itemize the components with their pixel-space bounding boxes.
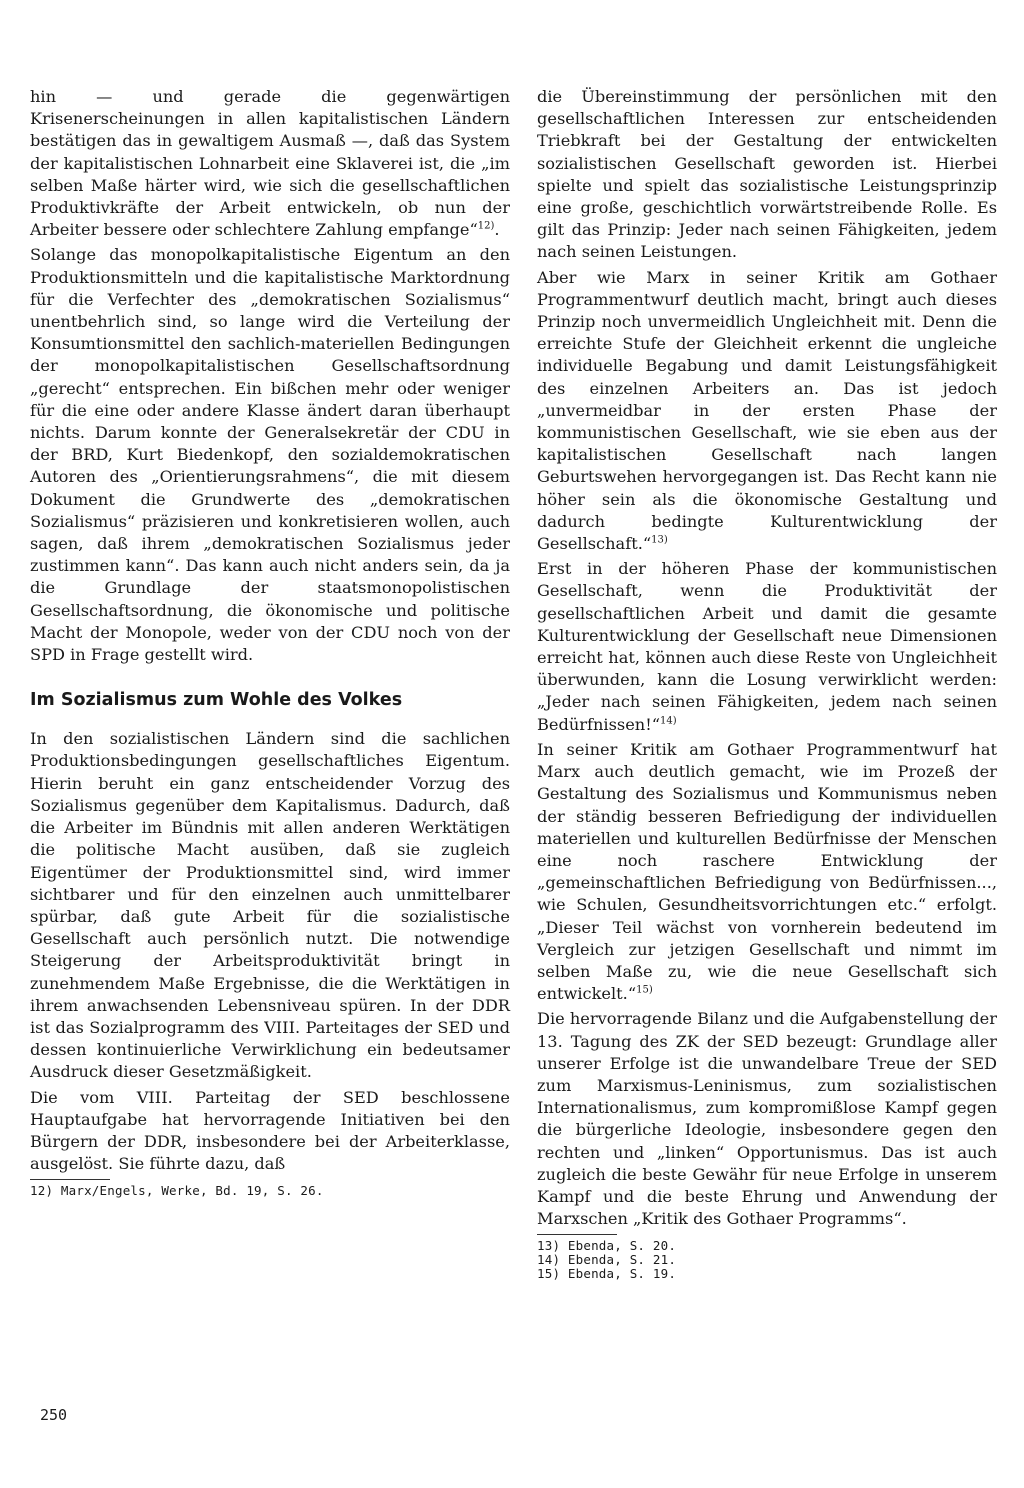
paragraph: In den sozialistischen Ländern sind die sachlichen Produktionsbedingungen gesellschaftliches Eigentum. Hierin beruht ein ganz entscheidender Vorzug des Sozialismus gegenüber dem Kapitalismus. Dadurch, daß die Arbeiter im Bündnis mit allen anderen Werktätigen die politische Macht ausüben, daß sie zugleich Eigentümer der Produktionsmittel sind, wird immer sichtbarer und für den einzelnen auch unmittelbarer spürbar, daß gute Arbeit für die sozialistische Gesellschaft auch persönlich nutzt. Die notwendige Steigerung der Arbeitsproduktivität bringt in zunehmendem Maße Ergebnisse, die die Werktätigen in ihrem anwachsenden Lebensniveau spüren. In der DDR ist das Sozialprogramm des VIII. Parteitages der SED und dessen kontinuierliche Verwirklichung ein bedeutsamer Ausdruck dieser Gesetzmäßigkeit.: [30, 729, 510, 1082]
footnote: 13) Ebenda, S. 20.: [537, 1238, 677, 1254]
paragraph: [30, 86, 510, 241]
paragraph: Die hervorragende Bilanz und die Aufgabenstellung der 13. Tagung des ZK der SED bezeugt: Grundlage aller unserer Erfolge ist die unwandelbare Treue der SED zum Marxismus-Leninismus, zum sozialistischen Internationalismus, zum kompromißlose Kampf gegen die bürgerliche Ideologie, insbesondere gegen den rechten und „linken“ Opportunismus. Das ist auch zugleich die beste Gewähr für neue Erfolge in unserem Kampf und die beste Ehrung und Anwendung der Marxschen „Kritik des Gothaer Programms“.: [537, 1009, 997, 1229]
paragraph: Die vom VIII. Parteitag der SED beschlossene Hauptaufgabe hat hervorragende Initiativen bei den Bürgern der DDR, insbesondere bei der Arbeiterklasse, ausgelöst. Sie führte dazu, daß: [30, 1087, 510, 1174]
footnote-ref: 14): [660, 715, 677, 727]
column-gutter: [521, 86, 522, 1376]
paragraph: [537, 739, 997, 1005]
footnote-divider: [30, 1179, 110, 1180]
footnote: 14) Ebenda, S. 21.: [537, 1252, 677, 1268]
paragraph-text: Aber wie Marx in seiner Kritik am Gothaer Programmentwurf deutlich macht, bringt auch dieses Prinzip noch unvermeidlich Ungleichheit mit. Denn die erreichte Stufe der Gleichheit erkennt die ungleiche individuelle Begabung und damit Leistungsfähigkeit des einzelnen Arbeiters an. Das ist jedoch „unvermeidbar in der ersten Phase der kommunistischen Gesellschaft, wie sie eben aus der kapitalistischen Gesellschaft nach langen Geburtswehen hervorgegangen ist. Das Recht kann nie höher sein als die ökonomische Gestaltung und dadurch bedingte Kulturentwicklung der Gesellschaft.“: [537, 267, 997, 554]
paragraph: die Übereinstimmung der persönlichen mit den gesellschaftlichen Interessen zur entscheidenden Triebkraft bei der Gestaltung der entwickelten sozialistischen Gesellschaft geworden ist. Hierbei spielte und spielt das sozialistische Leistungsprinzip eine große, geschichtlich vorwärtstreibende Rolle. Es gilt das Prinzip: Jeder nach seinen Fähigkeiten, jedem nach seinen Leistungen.: [537, 87, 997, 262]
footnote: 12) Marx/Engels, Werke, Bd. 19, S. 26.: [30, 1183, 324, 1199]
paragraph: [537, 267, 997, 556]
footnote: 15) Ebenda, S. 19.: [537, 1266, 677, 1282]
paragraph-text: Erst in der höheren Phase der kommunistischen Gesellschaft, wenn die Produktivität der gesellschaftlichen Arbeit und damit die gesamte Kulturentwicklung der Gesellschaft neue Dimensionen erreicht hat, können auch diese Reste von Ungleichheit überwunden, kann die Losung verwirklicht werden: „Jeder nach seinen Fähigkeiten, jedem nach seinen Bedürfnissen!“: [537, 559, 997, 734]
section-heading: Im Sozialismus zum Wohle des Volkes: [30, 690, 403, 711]
paragraph-text: In seiner Kritik am Gothaer Programmentwurf hat Marx auch deutlich gemacht, wie im Prozeß der Gestaltung des Sozialismus und Kommunismus neben der ständig besseren Befriedigung der individuellen materiellen und kulturellen Bedürfnisse der Menschen eine noch raschere Entwicklung der „gemeinschaftlichen Befriedigung von Bedürfnissen..., wie Schulen, Gesundheitsvorrichtungen etc.“ erfolgt. „Dieser Teil wächst von vornherein bedeutend im Vergleich zur jetzigen Gesellschaft und nimmt im selben Maße zu, wie die neue Gesellschaft sich entwickelt.“: [537, 739, 997, 1004]
paragraph: Solange das monopolkapitalistische Eigentum an den Produktionsmitteln und die kapitalistische Marktordnung für die Verfechter des „demokratischen Sozialismus“ unentbehrlich sind, so lange wird die Verteilung der Konsumtionsmittel den sachlich-materiellen Bedingungen der monopolkapitalistischen Gesellschaftsordnung „gerecht“ entsprechen. Ein bißchen mehr oder weniger für die eine oder andere Klasse ändert daran überhaupt nichts. Darum konnte der Generalsekretär der CDU in der BRD, Kurt Biedenkopf, den sozialdemokratischen Autoren des „Orientierungsrahmens“, die mit diesem Dokument die Grundwerte des „demokratischen Sozialismus“ präzisieren und konkretisieren wollen, auch sagen, daß ihrem „demokratischen Sozialismus jeder zustimmen kann“. Das kann auch nicht anders sein, da ja die Grundlage der staatsmonopolistischen Gesellschaftsordnung, die ökonomische und politische Macht der Monopole, weder von der CDU noch von der SPD in Frage gestellt wird.: [30, 245, 510, 665]
paragraph-text: .: [494, 220, 500, 240]
right-column: [537, 86, 997, 1281]
footnote-ref: 15): [636, 984, 653, 996]
footnote-divider: [537, 1234, 617, 1235]
paragraph-text: hin — und gerade die gegenwärtigen Krisenerscheinungen in allen kapitalistischen Ländern bestätigen das in gewaltigem Ausmaß —, daß das System der kapitalistischen Lohnarbeit eine Sklaverei ist, die „im selben Maße härter wird, wie sich die gesellschaftlichen Produktivkräfte der Arbeit entwickeln, ob nun der Arbeiter bessere oder schlechtere Zahlung empfange“: [30, 87, 510, 240]
paragraph: [537, 558, 997, 736]
footnote-ref: 12): [477, 220, 495, 232]
left-column: [30, 86, 510, 1198]
page-number: 250: [40, 1406, 68, 1424]
footnote-ref: 13): [651, 534, 668, 546]
